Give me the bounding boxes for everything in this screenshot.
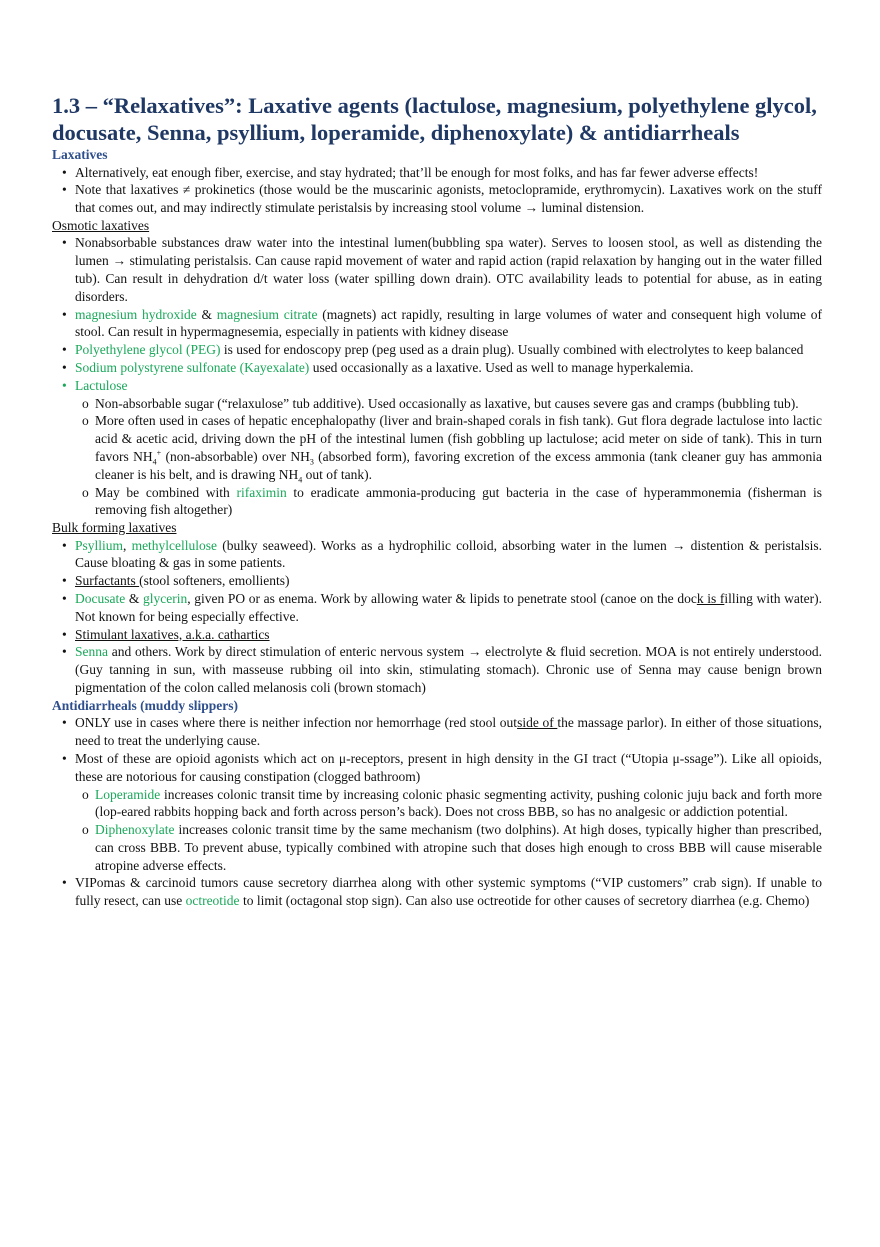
drug-magnesium-citrate: magnesium citrate [216,306,318,322]
subbullet-diphenoxylate [52,821,822,874]
document-page [52,92,822,910]
bullet-fiber: • Alternatively, eat enough fiber, exercise, and stay hydrated; that’ll be enough for most folks, and has far fewer adverse effects! [52,164,822,182]
text-fragment: increases colonic transit time by the same mechanism (two dolphins). At high doses, typically higher than prescribed, can cross BBB. To prevent abuse, typically combined with atropine such that doses high enough to cross BBB will cause miserable atropine adverse effects. [95,822,822,873]
text-fragment: , [123,537,132,553]
subheading-osmotic: Osmotic laxatives [52,217,150,233]
text-fragment: the massage parlor). In either of those situations, need to treat the underlying cause. [75,715,822,749]
bullet-magnesium [52,306,822,342]
bullet-vipomas [52,874,822,910]
text-fragment: May be combined with [95,484,237,500]
superscript: + [156,448,162,458]
bullet-senna [52,643,822,696]
subheading-bulk: Bulk forming laxatives [52,520,177,536]
subscript: 3 [309,457,314,467]
text-fragment: side of [517,715,558,731]
bullet-stimulant [52,626,822,644]
label-stimulant: Stimulant laxatives, a.k.a. cathartics [75,626,270,642]
bullet-osmotic-mechanism: • Nonabsorbable substances draw water into the intestinal lumen(bubbling spa water). Serves to loosen stool, as well as distending the lumen → stimulating peristalsis. Can cause rapid movement of water and rapid action (rapid relaxation by hanging out in the water filled tub). Can result in dehydration d/t water loss (water spilling down drain). OTC availability leads to potential for abuse, as in eating disorders. [52,234,822,305]
text-fragment: illing with water). Not known for being especially effective. [75,591,822,624]
text-fragment: & [196,306,217,322]
bullet-peg [52,341,822,359]
bullet-kayexalate [52,359,822,377]
text-fragment: to limit (octagonal stop sign). Can also use octreotide for other causes of secretory diarrhea (e.g. Chemo) [239,893,810,909]
bullet-opioid-agonists: • Most of these are opioid agonists which act on μ-receptors, present in high density in the GI tract (“Utopia μ-ssage”). Like all opioids, these are notorious for causing constipation (clogged bathroom) [52,750,822,786]
text-fragment: to eradicate ammonia-producing gut bacteria in the case of hyperammonemia (fisherman is removing fish altogether) [95,484,822,518]
text-fragment: is used for endoscopy prep (peg used as a drain plug). Usually combined with electrolytes to keep balanced [220,342,804,358]
drug-senna: Senna [75,644,108,660]
bullet-docusate [52,590,822,626]
section-heading-laxatives: Laxatives [52,147,108,162]
bullet-psyllium [52,537,822,573]
subbullet-lactulose-sugar: o Non-absorbable sugar (“relaxulose” tub additive). Used occasionally as laxative, but causes severe gas and cramps (bubbling tub). [52,395,822,413]
text-fragment: k is f [696,591,725,607]
drug-docusate: Docusate [75,591,126,607]
drug-peg: Polyethylene glycol (PEG) [75,342,221,358]
drug-methylcellulose: methylcellulose [131,537,218,553]
text-fragment: (absorbed form), favoring excretion of the excess ammonia (tank cleaner guy has ammonia cleaner is his belt, and is drawing NH [95,448,822,482]
text-fragment: increases colonic transit time by increasing colonic phasic segmenting activity, pushing colonic juju back and forth more (lop-eared rabbits hopping back and forth across person’s back). Does not cross BBB, so has no analgesic or addiction potential. [95,786,822,820]
drug-magnesium-hydroxide: magnesium hydroxide [75,306,197,322]
drug-loperamide: Loperamide [95,786,161,802]
drug-psyllium: Psyllium [75,537,124,553]
text-fragment: More often used in cases of hepatic encephalopathy (liver and brain-shaped corals in fish tank). Gut flora degrade lactulose into lactic acid & acetic acid, driving down the pH of the intestinal lumen (fish gobbling up lactulose; acid meter on side of tank). This in turn favors NH [95,413,822,464]
section-heading-antidiarrheals: Antidiarrheals (muddy slippers) [52,697,239,713]
label-surfactants: Surfactants [75,573,140,589]
drug-rifaximin: rifaximin [236,484,287,500]
drug-kayexalate: Sodium polystyrene sulfonate (Kayexalate) [75,359,310,375]
drug-diphenoxylate: Diphenoxylate [95,822,175,838]
page-title: 1.3 – “Relaxatives”: Laxative agents (lactulose, magnesium, polyethylene glycol, docusate, Senna, psyllium, loperamide, diphenoxylate) & antidiarrheals [52,93,817,145]
text-fragment: (stool softeners, emollients) [139,573,290,589]
drug-glycerin: glycerin [143,591,188,607]
subbullet-rifaximin [52,484,822,520]
bullet-prokinetics: • Note that laxatives ≠ prokinetics (those would be the muscarinic agonists, metoclopramide, erythromycin). Laxatives work on the stuff that comes out, and may indirectly stimulate peristalsis by increasing stool volume → luminal distension. [52,181,822,217]
subbullet-hepatic-encephalopathy [52,412,822,483]
text-fragment: VIPomas & carcinoid tumors cause secretory diarrhea along with other systemic symptoms (“VIP customers” crab sign). If unable to fully resect, can use [75,875,822,909]
subscript: 4 [298,475,303,485]
text-fragment: and others. Work by direct stimulation of enteric nervous system → electrolyte & fluid secretion. MOA is not entirely understood. (Guy tanning in sun, with masseuse rubbing oil into skin, stimulating stomach). Chronic use of Senna may cause benign brown pigmentation of the colon called melanosis coli (brown stomach) [75,644,822,696]
text-fragment: (bulky seaweed). Works as a hydrophilic colloid, absorbing water in the lumen → distention & peristalsis. Cause bloating & gas in some patients. [75,537,823,571]
bullet-lactulose: • Lactulose [52,377,822,395]
text-fragment: used occasionally as a laxative. Used as well to manage hyperkalemia. [309,359,694,375]
text-fragment: , given PO or as enema. Work by allowing water & lipids to penetrate stool (canoe on the doc [187,591,697,607]
bullet-surfactants [52,572,822,590]
drug-octreotide: octreotide [185,893,240,909]
subbullet-loperamide [52,786,822,822]
bullet-only-use [52,714,822,750]
text-fragment: (magnets) act rapidly, resulting in large volumes of water and consequent high volume of stool. Can result in hypermagnesemia, especially in patients with kidney disease [75,306,823,340]
text-fragment: out of tank). [302,466,372,482]
subscript: 4 [152,457,157,467]
text-fragment: ONLY use in cases where there is neither infection nor hemorrhage (red stool out [75,715,518,731]
text-fragment: (non-absorbable) over NH [161,448,310,464]
text-fragment: & [125,591,144,607]
